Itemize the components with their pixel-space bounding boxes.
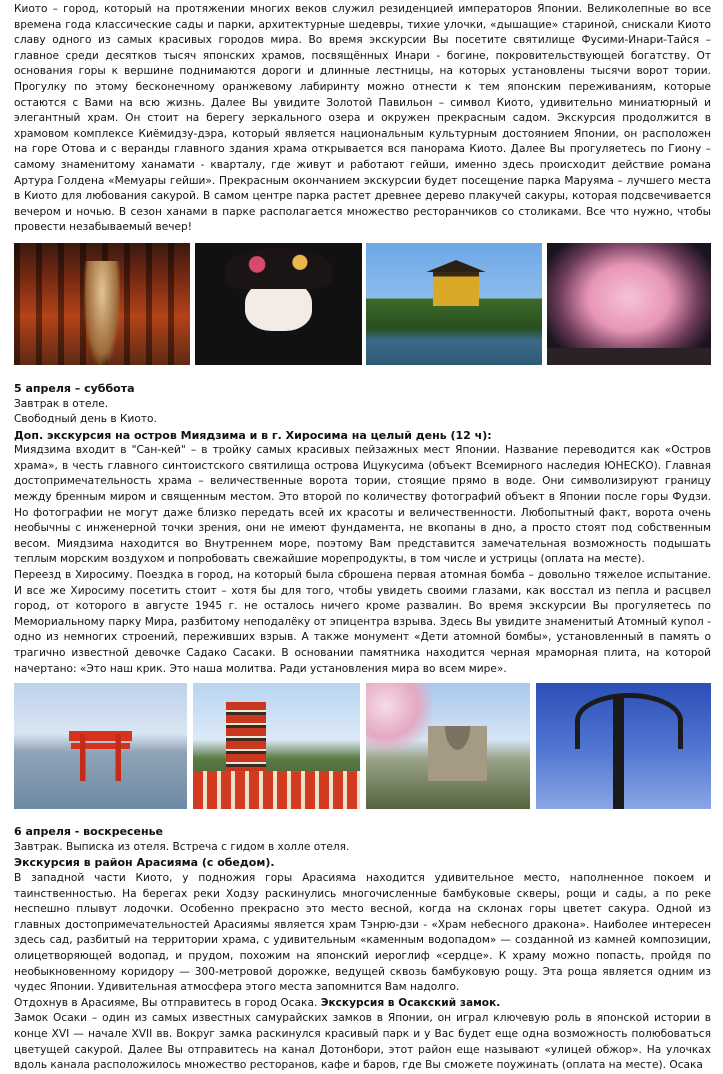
day5-breakfast-line: Завтрак в отеле. [14, 397, 109, 410]
hiroshima-photo-row [14, 683, 711, 809]
geisha-photo [195, 243, 362, 365]
torii-gates-photo [14, 243, 190, 365]
document-page [14, 2, 711, 1074]
day6-tour-title: Экскурсия в район Арасияма (с обедом). [14, 856, 275, 870]
itsukushima-pagoda-photo [193, 683, 360, 809]
atomic-dome-photo [366, 683, 530, 809]
osaka-transfer-text: Отдохнув в Арасияме, Вы отправитесь в город Осака. [14, 996, 321, 1009]
children-monument-photo [536, 683, 711, 809]
golden-pavilion-photo [366, 243, 542, 365]
day5-date-heading: 5 апреля – суббота [14, 381, 135, 395]
day5-tour-title: Доп. экскурсия на остров Миядзима и в г. Хиросима на целый день (12 ч): [14, 428, 492, 442]
miyajima-paragraph: Миядзима входит в "Сан-кей" – в тройку самых красивых пейзажных мест Японии. Название переводится как «Остров храма», в честь главного синтоистского святилища острова Ицукусима (объект Всемирного наследия ЮНЕСКО). Главная достопримечательность храма – величественные ворота тории, стоящие прямо в воде. Они символизируют границу между бренным миром и священным местом. Это второй по количеству фотографий объект в Японии после горы Фудзи. Но фотографии не могут даже близко передать всей их красоты и величественности. Любопытный факт, ворота очень необычны с инженерной точки зрения, они не имеют фундамента, не вкопаны в дно, а просто стоят под собственным весом. Миядзима находится во Внутреннем море, поэтому Вам представится замечательная возможность подышать теплым морским воздухом и попробовать свежайшие морепродукты, в том числе и устрицы (оплата на месте). [14, 444, 711, 566]
osaka-castle-tour-title: Экскурсия в Осакский замок. [320, 996, 501, 1009]
weeping-sakura-photo [547, 243, 711, 365]
floating-torii-photo [14, 683, 187, 809]
osaka-castle-paragraph: Замок Осаки – один из самых известных самурайских замков в Японии, он играл ключевую роль в японской истории в конце XVI — начале XVII вв. Вокруг замка раскинулся красивый парк и у Вас будет еще одна возможность полюбоваться цветущей сакурой. Далее Вы отправитесь на канал Дотонбори, этот район еще называют «улицей обжор». На улочках вдоль канала расположилось множество ресторанов, кафе и баров, где Вы сможете поужинать (оплата на месте). Осака [14, 1012, 711, 1072]
arashiyama-paragraph: В западной части Киото, у подножия горы Арасияма находится удивительное место, наполненное покоем и таинственностью. На берегах реки Ходзу раскинулись многочисленные бамбуковые скверы, рощи и сады, а по реке неспешно плывут лодочки. Особенно прекрасно это место весной, когда на склонах горы цветет сакура. Одной из главных достопримечательностей Арасиямы является храм Тэнрю-дзи - «Храм небесного дракона». Наиболее интересен здесь сад, разбитый на территории храма, с удивительным «каменным водопадом» — созданной из камней композиции, олицетворяющей водопад, и прудом, похожим на японский иероглиф «сердце». К храму можно попасть, пройдя по необыкновенному коридору — 300-метровой дорожке, ведущей сквозь бамбуковую рощу. Эта роща является одним из чудес Японии. Удивительная атмосфера этого места запомнится Вам надолго. [14, 871, 711, 994]
hiroshima-paragraph: Переезд в Хиросиму. Поездка в город, на который была сброшена первая атомная бомба – довольно тяжелое испытание. И все же Хиросиму посетить стоит – хотя бы для того, чтобы увидеть своими глазами, как восстал из пепла и расцвел город, от которого в августе 1945 г. не осталось ничего кроме развалин. Во время экскурсии Вы прогуляетесь по Мемориальному парку Мира, разбитому неподалёку от эпицентра взрыва. Здесь Вы увидите знаменитый Атомный купол - одно из немногих строений, переживших взрыв. А также монумент «Дети атомной бомбы», установленный в память о трагично известной девочке Садако Сасаки. В основании памятника находится черная мраморная плита, на которой начертано: «Это наш крик. Это наша молитва. Ради установления мира во всем мире». [14, 569, 711, 675]
day6-date-heading: 6 апреля - воскресенье [14, 825, 164, 839]
osaka-transfer-paragraph [14, 996, 711, 1012]
kyoto-intro-paragraph: Киото – город, который на протяжении многих веков служил резиденцией императоров Японии. Великолепные во все времена года классические сады и парки, архитектурные шедевры, тихие улочки, «дышащие» стариной, снискали Киото славу одного из самых красивых городов мира. Во время экскурсии Вы посетите святилище Фусими-Инари-Тайся – главное среди десятков тысяч японских храмов, посвящённых Инари - богине, покровительствующей богатству. От основания горы к вершине поднимаются дороги и длинные лестницы, на которых установлены тысячи ворот тории. Прогулку по этому бесконечному оранжевому лабиринту можно отнести к тем японским переживаниям, которые остаются с Вами на всю жизнь. Далее Вы увидите Золотой Павильон – символ Киото, удивительно миниатюрный и элегантный храм. Он стоит на берегу зеркального озера и окружен прекрасным садом. Экскурсия продолжится в храмовом комплексе Киёмидзу-дэра, который является национальным культурным достоянием Японии, он расположен на горе Отова и с веранды главного здания храма открывается вся панорама Киото. Далее Вы прогуляетесь по Гиону – самому знаменитому ханамати - кварталу, где живут и работают гейши, именно здесь происходит действие романа Артура Голдена «Мемуары гейши». Прекрасным окончанием экскурсии будет посещение парка Маруяма – лучшего места в Киото для любования сакурой. В самом центре парка растет древнее дерево плакучей сакуры, которая подсвечивается вечером и ночью. В сезон ханами в парке располагается множество ресторанчиков со столиками. Все что нужно, чтобы провести незабываемый вечер! [14, 3, 711, 234]
day6-breakfast-line: Завтрак. Выписка из отеля. Встреча с гидом в холле отеля. [14, 840, 350, 853]
kyoto-photo-row [14, 243, 711, 365]
day5-free-day-line: Свободный день в Киото. [14, 413, 157, 426]
